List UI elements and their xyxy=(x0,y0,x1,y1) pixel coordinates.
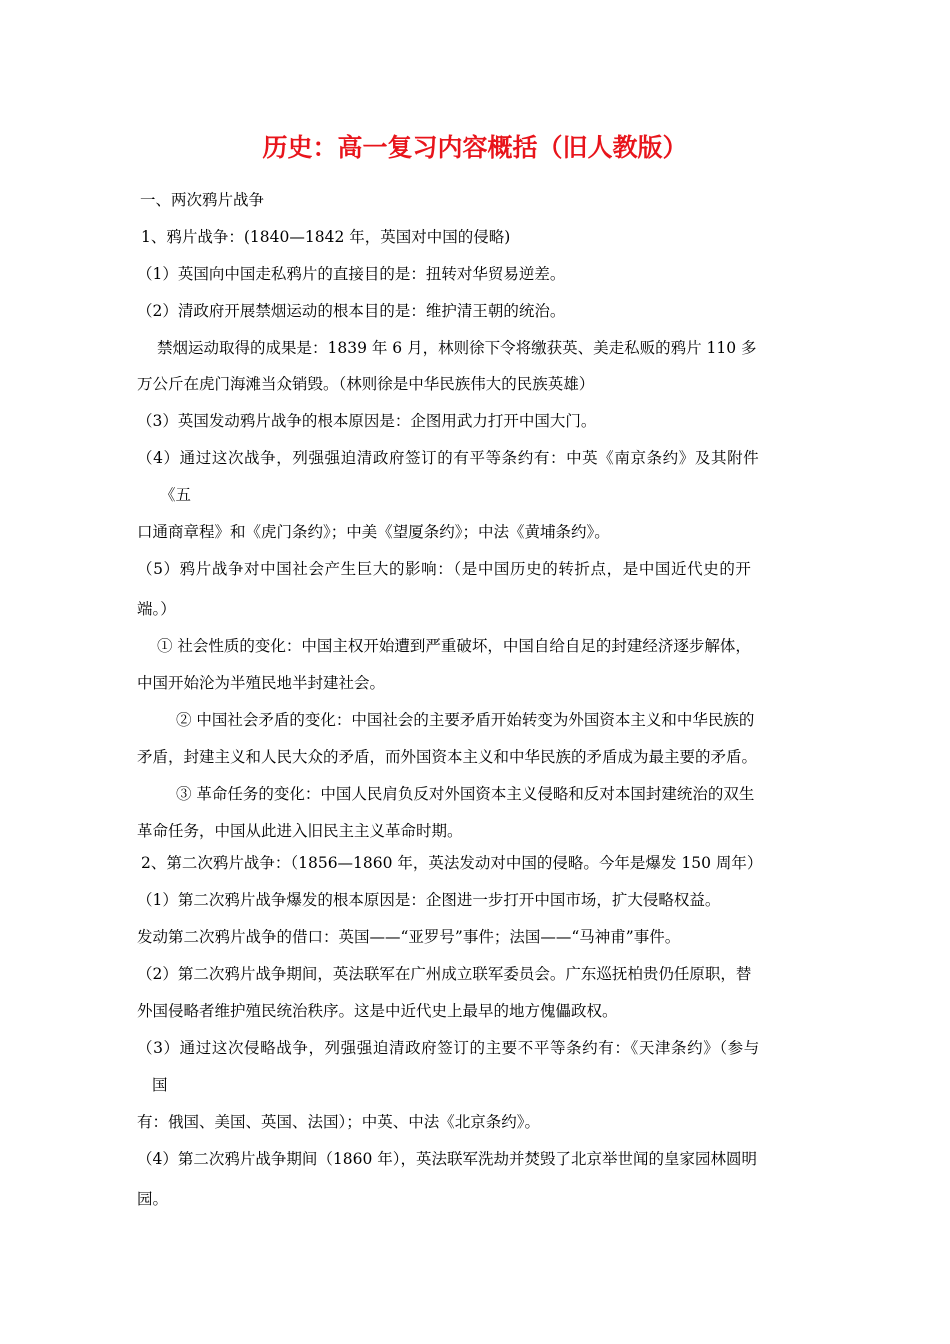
paragraph-line: （1）英国向中国走私鸦片的直接目的是：扭转对华贸易逆差。 xyxy=(137,265,566,283)
paragraph-line: 禁烟运动取得的成果是：1839 年 6 月，林则徐下令将缴获英、美走私贩的鸦片 110 多 xyxy=(157,339,757,357)
paragraph-line: （2）清政府开展禁烟运动的根本目的是：维护清王朝的统治。 xyxy=(137,302,566,320)
paragraph-line: 口通商章程》和《虎门条约》；中美《望厦条约》；中法《黄埔条约》。 xyxy=(137,523,610,541)
paragraph-line: 万公斤在虎门海滩当众销毁。（林则徐是中华民族伟大的民族英雄） xyxy=(137,375,595,393)
subsection-second-opium-war: 2、第二次鸦片战争：（1856—1860 年，英法发动对中国的侵略。今年是爆发 150 周年） xyxy=(141,854,763,872)
paragraph-line: （4）通过这次战争，列强强迫清政府签订的有平等条约有：中英《南京条约》及其附件 xyxy=(137,449,760,467)
paragraph-line: 有：俄国、美国、英国、法国）；中英、中法《北京条约》。 xyxy=(137,1113,541,1131)
subsection-first-opium-war: 1、鸦片战争：(1840—1842 年，英国对中国的侵略) xyxy=(141,228,511,246)
paragraph-line: 矛盾，封建主义和人民大众的矛盾，而外国资本主义和中华民族的矛盾成为最主要的矛盾。 xyxy=(137,748,758,766)
paragraph-line: 外国侵略者维护殖民统治秩序。这是中近代史上最早的地方傀儡政权。 xyxy=(137,1002,618,1020)
paragraph-line: 发动第二次鸦片战争的借口：英国——“亚罗号”事件；法国——“马神甫”事件。 xyxy=(137,928,681,946)
paragraph-line: （5）鸦片战争对中国社会产生巨大的影响：（是中国历史的转折点，是中国近代史的开 xyxy=(137,560,752,578)
section-heading-opium-wars: 一、两次鸦片战争 xyxy=(140,191,265,209)
paragraph-line: 园。 xyxy=(137,1190,169,1208)
paragraph-line: （1）第二次鸦片战争爆发的根本原因是：企图进一步打开中国市场，扩大侵略权益。 xyxy=(137,891,721,909)
paragraph-line: 中国开始沦为半殖民地半封建社会。 xyxy=(137,674,386,692)
paragraph-line: （2）第二次鸦片战争期间，英法联军在广州成立联军委员会。广东巡抚柏贵仍任原职，替 xyxy=(137,965,752,983)
paragraph-line: ② 中国社会矛盾的变化：中国社会的主要矛盾开始转变为外国资本主义和中华民族的 xyxy=(176,711,755,729)
page-title: 历史：高一复习内容概括（旧人教版） xyxy=(262,133,688,162)
paragraph-line: 国 xyxy=(152,1076,168,1094)
paragraph-line: （3）通过这次侵略战争，列强强迫清政府签订的主要不平等条约有：《天津条约》（参与 xyxy=(137,1039,760,1057)
paragraph-line: 端。） xyxy=(137,600,176,618)
paragraph-line: 革命任务，中国从此进入旧民主主义革命时期。 xyxy=(137,822,463,840)
paragraph-line: （4）第二次鸦片战争期间（1860 年），英法联军洗劫并焚毁了北京举世闻的皇家园林圆明 xyxy=(137,1150,757,1168)
paragraph-line: （3）英国发动鸦片战争的根本原因是：企图用武力打开中国大门。 xyxy=(137,412,597,430)
paragraph-line: 《五 xyxy=(160,486,192,504)
paragraph-line: ③ 革命任务的变化：中国人民肩负反对外国资本主义侵略和反对本国封建统治的双生 xyxy=(176,785,755,803)
paragraph-line: ① 社会性质的变化：中国主权开始遭到严重破坏，中国自给自足的封建经济逐步解体， xyxy=(157,637,751,655)
